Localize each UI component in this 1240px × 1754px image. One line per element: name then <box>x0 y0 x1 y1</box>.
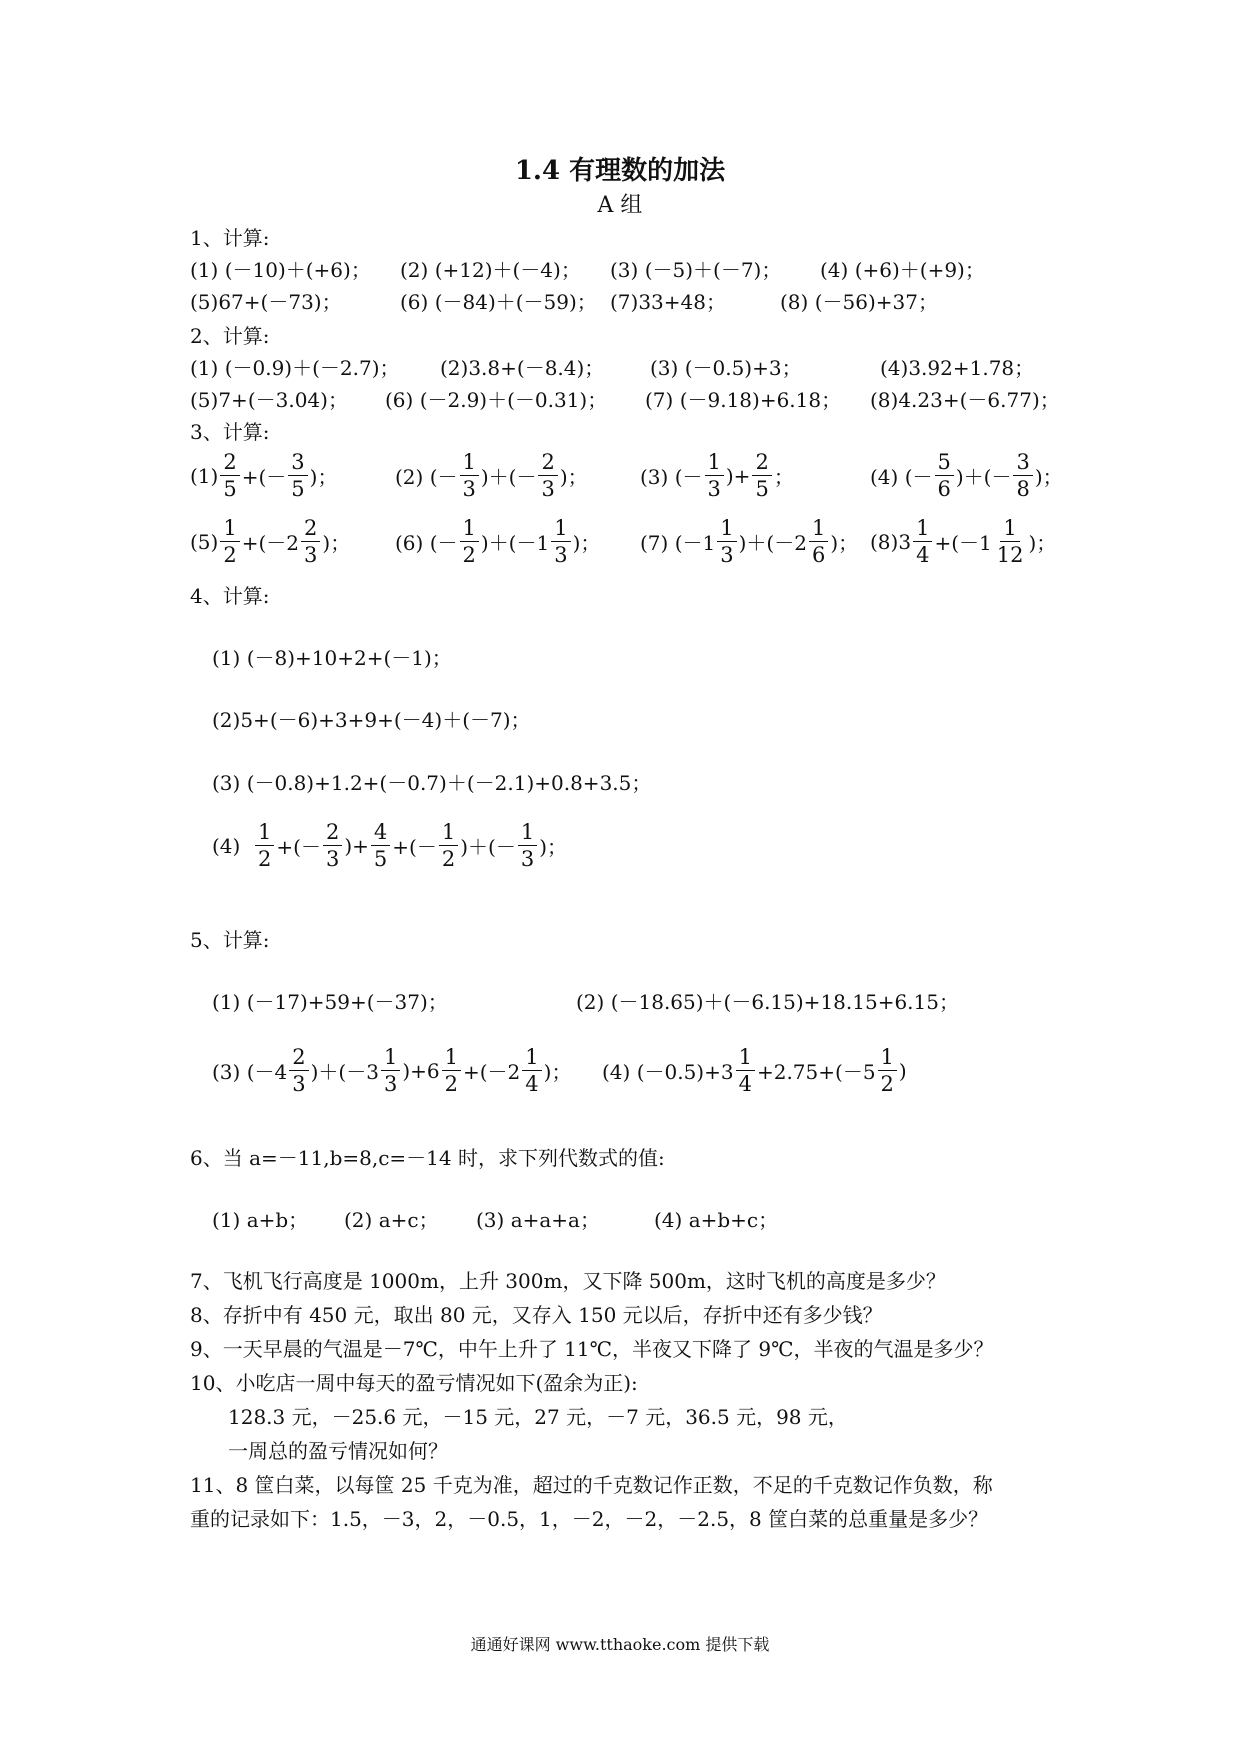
fraction <box>994 516 1027 567</box>
expr-text: )； <box>309 465 338 490</box>
fraction-denominator: 3 <box>541 477 555 502</box>
fraction <box>460 516 479 567</box>
question-7: 7、飞机飞行高度是 1000m，上升 300m，又下降 500m，这时飞机的高度是多少？ <box>190 1269 946 1293</box>
fraction <box>551 516 570 567</box>
q2-item-4: (4)3.92+1.78； <box>880 356 1035 380</box>
fraction-numerator: 2 <box>752 450 771 476</box>
expr-text: )； <box>1034 465 1063 490</box>
fraction-numerator: 1 <box>442 1045 461 1071</box>
fraction <box>381 1045 400 1096</box>
question-1-row-1 <box>190 254 1070 283</box>
fraction <box>371 820 390 871</box>
q4-item-4-expr <box>212 820 567 871</box>
fraction-denominator: 4 <box>525 1072 539 1097</box>
expr-text: (5) <box>190 529 219 554</box>
fraction-numerator: 2 <box>301 516 320 542</box>
fraction-numerator: 5 <box>935 450 954 476</box>
fraction <box>935 450 954 501</box>
fraction-numerator: 1 <box>439 820 458 846</box>
fraction-numerator: 1 <box>878 1045 897 1071</box>
fraction <box>439 820 458 871</box>
fraction-numerator: 1 <box>460 450 479 476</box>
expr-text: (4) <box>212 833 254 858</box>
fraction-numerator: 2 <box>538 450 557 476</box>
fraction-denominator: 5 <box>373 847 388 872</box>
q3-item-7 <box>640 516 870 567</box>
q4-item-2: (2)5+(－6)+3+9+(－4)＋(－7)； <box>212 708 531 732</box>
q6-item-4: (4) a+b+c； <box>654 1208 779 1232</box>
expr-text: )＋(－ <box>460 835 516 860</box>
expr-text: )＋(－3 <box>310 1060 379 1085</box>
fraction-denominator: 5 <box>223 477 237 502</box>
expr-text: +(－2 <box>241 531 300 556</box>
fraction <box>705 450 724 501</box>
expr-text: (4) (－ <box>870 465 933 490</box>
fraction-denominator: 2 <box>223 543 237 568</box>
q2-item-6: (6) (－2.9)＋(－0.31)； <box>385 388 608 412</box>
fraction-numerator: 1 <box>1000 516 1019 542</box>
fraction-denominator: 3 <box>554 543 568 568</box>
fraction-denominator: 5 <box>755 477 769 502</box>
fraction <box>717 516 736 567</box>
q1-item-8: (8) (－56)+37； <box>780 290 938 314</box>
fraction <box>442 1045 461 1096</box>
fraction-numerator: 1 <box>551 516 570 542</box>
q1-item-2: (2) (+12)＋(－4)； <box>400 258 581 282</box>
fraction-numerator: 1 <box>460 516 479 542</box>
question-1-label: 1、计算: <box>190 226 270 250</box>
q4-item-3: (3) (－0.8)+1.2+(－0.7)＋(－2.1)+0.8+3.5； <box>212 771 652 795</box>
q3-item-4 <box>870 450 1070 501</box>
question-5-label: 5、计算: <box>190 928 270 952</box>
q6-item-2: (2) a+c； <box>344 1208 439 1232</box>
q1-item-4: (4) (+6)＋(+9)； <box>820 258 985 282</box>
fraction-numerator: 1 <box>913 516 932 542</box>
fraction-denominator: 8 <box>1016 477 1030 502</box>
expr-text: (3) (－ <box>640 465 703 490</box>
fraction-denominator: 3 <box>383 1072 398 1097</box>
question-11-line-1: 11、8 筐白菜，以每筐 25 千克为准，超过的千克数记作正数，不足的千克数记作负数，称 <box>190 1473 993 1497</box>
fraction <box>522 1045 541 1096</box>
q4-item-1: (1) (－8)+10+2+(－1)； <box>212 646 452 670</box>
question-2-row-1 <box>190 352 1070 381</box>
expr-text: )+ <box>344 833 369 858</box>
q2-item-1: (1) (－0.9)＋(－2.7)； <box>190 356 400 380</box>
fraction <box>913 516 932 567</box>
fraction <box>518 820 537 871</box>
fraction <box>538 450 557 501</box>
fraction-denominator: 2 <box>444 1072 458 1097</box>
fraction-denominator: 6 <box>811 543 826 568</box>
fraction <box>301 516 320 567</box>
expr-text: )＋(－ <box>480 465 537 490</box>
q2-item-7: (7) (－9.18)+6.18； <box>645 388 842 412</box>
fraction <box>878 1045 897 1096</box>
fraction-denominator: 2 <box>880 1072 894 1097</box>
fraction-denominator: 4 <box>738 1072 752 1097</box>
question-3-row-1 <box>190 450 1070 501</box>
expr-text: +(－ <box>276 835 321 860</box>
fraction-numerator: 1 <box>736 1045 755 1071</box>
question-10-label: 10、小吃店一周中每天的盈亏情况如下(盈余为正): <box>190 1371 638 1395</box>
fraction-numerator: 2 <box>323 820 342 846</box>
fraction-denominator: 5 <box>291 477 305 502</box>
question-5-row-2 <box>212 1045 1092 1096</box>
question-11-line-2: 重的记录如下：1.5，－3，2，－0.5，1，－2，－2，－2.5，8 筐白菜的总重量是多少？ <box>190 1507 989 1531</box>
q3-item-8 <box>870 516 1070 567</box>
q2-item-8: (8)4.23+(－6.77)； <box>870 388 1060 412</box>
fraction-denominator: 3 <box>304 543 318 568</box>
q1-item-6: (6) (－84)＋(－59)； <box>400 290 597 314</box>
footer-source: 通通好课网 www.tthaoke.com 提供下载 <box>470 1635 770 1654</box>
question-10-values: 128.3 元，－25.6 元，－15 元，27 元，－7 元，36.5 元，98 元， <box>228 1405 848 1429</box>
expr-text: (6) (－ <box>395 531 458 556</box>
question-3-row-2 <box>190 516 1070 567</box>
fraction-numerator: 1 <box>522 1045 541 1071</box>
fraction-numerator: 1 <box>717 516 736 542</box>
expr-text: (7) (－1 <box>640 531 716 556</box>
fraction <box>220 450 239 501</box>
expr-text: +(－ <box>392 835 437 860</box>
fraction-numerator: 4 <box>371 820 390 846</box>
expr-text: )； <box>572 531 601 556</box>
question-9: 9、一天早晨的气温是－7℃，中午上升了 11℃，半夜又下降了 9℃，半夜的气温是多少？ <box>190 1337 994 1361</box>
q6-item-3: (3) a+a+a； <box>476 1208 600 1232</box>
fraction-numerator: 2 <box>220 450 239 476</box>
q5-item-4 <box>602 1045 907 1096</box>
question-5-row-1 <box>212 986 1092 1015</box>
question-1-row-2 <box>190 286 1070 315</box>
fraction-denominator: 4 <box>916 543 930 568</box>
expr-text: (2) (－ <box>395 465 458 490</box>
question-10-question: 一周总的盈亏情况如何？ <box>228 1439 448 1463</box>
question-2-row-2 <box>190 384 1070 413</box>
fraction-numerator: 1 <box>705 450 724 476</box>
fraction-numerator: 1 <box>518 820 537 846</box>
fraction <box>323 820 342 871</box>
fraction <box>809 516 828 567</box>
fraction-denominator: 3 <box>520 847 535 872</box>
expr-text: )； <box>539 835 568 860</box>
q2-item-3: (3) (－0.5)+3； <box>650 356 802 380</box>
q3-item-2 <box>395 450 640 501</box>
q2-item-5: (5)7+(－3.04)； <box>190 388 348 412</box>
expr-text: +(－2 <box>462 1060 521 1085</box>
q2-item-2: (2)3.8+(－8.4)； <box>440 356 605 380</box>
expr-text: )； <box>322 531 351 556</box>
q4-item-4 <box>212 820 1092 871</box>
fraction <box>1013 450 1032 501</box>
fraction <box>220 516 239 567</box>
expr-text: )+6 <box>402 1058 440 1083</box>
fraction-denominator: 6 <box>937 477 951 502</box>
group-label: A 组 <box>597 193 643 218</box>
q1-item-3: (3) (－5)＋(－7)； <box>610 258 782 282</box>
fraction-numerator: 3 <box>1013 450 1032 476</box>
q3-item-5 <box>190 516 395 567</box>
expr-text: (8)3 <box>870 529 912 554</box>
expr-text: )＋(－2 <box>738 531 807 556</box>
fraction-denominator: 3 <box>292 1072 306 1097</box>
fraction <box>288 450 307 501</box>
fraction-denominator: 3 <box>325 847 340 872</box>
q6-item-1: (1) a+b； <box>212 1208 309 1232</box>
q5-item-3 <box>212 1045 602 1096</box>
fraction-numerator: 3 <box>288 450 307 476</box>
question-6-row <box>212 1204 1092 1233</box>
fraction <box>289 1045 308 1096</box>
q3-item-6 <box>395 516 640 567</box>
fraction-denominator: 2 <box>258 847 272 872</box>
fraction-numerator: 1 <box>809 516 828 542</box>
expr-text: +2.75+(－5 <box>756 1060 876 1085</box>
q1-item-7: (7)33+48； <box>610 290 726 314</box>
q5-item-2: (2) (－18.65)＋(－6.15)+18.15+6.15； <box>576 990 959 1014</box>
expr-text: )； <box>543 1060 572 1085</box>
fraction-denominator: 2 <box>441 847 456 872</box>
expr-text: ) <box>898 1058 907 1083</box>
expr-text: +(－1 <box>934 531 992 556</box>
fraction-denominator: 12 <box>996 543 1024 568</box>
q5-item-1: (1) (－17)+59+(－37)； <box>212 990 448 1014</box>
fraction-numerator: 2 <box>289 1045 308 1071</box>
question-2-label: 2、计算: <box>190 324 270 348</box>
fraction-denominator: 3 <box>462 477 476 502</box>
expr-text: +(－ <box>241 465 287 490</box>
fraction-numerator: 1 <box>220 516 239 542</box>
q3-item-3 <box>640 450 870 501</box>
fraction-denominator: 3 <box>707 477 721 502</box>
expr-text: (4) (－0.5)+3 <box>602 1060 734 1085</box>
question-3-label: 3、计算: <box>190 420 270 444</box>
expr-text: (3) (－4 <box>212 1060 288 1085</box>
expr-text: )； <box>830 531 859 556</box>
expr-text: (1) <box>190 463 219 488</box>
question-8: 8、存折中有 450 元，取出 80 元，又存入 150 元以后，存折中还有多少钱？ <box>190 1303 883 1327</box>
fraction <box>752 450 771 501</box>
question-6-label: 6、当 a=－11,b=8,c=－14 时，求下列代数式的值: <box>190 1146 665 1170</box>
fraction <box>736 1045 755 1096</box>
q1-item-5: (5)67+(－73)； <box>190 290 342 314</box>
expr-text: )＋(－1 <box>480 531 550 556</box>
fraction-denominator: 2 <box>462 543 476 568</box>
expr-text: ； <box>773 465 794 490</box>
fraction-numerator: 1 <box>381 1045 400 1071</box>
page-title: 1.4 有理数的加法 <box>514 156 726 186</box>
expr-text: )+ <box>725 463 751 488</box>
fraction-denominator: 3 <box>720 543 734 568</box>
expr-text: )； <box>559 465 588 490</box>
question-4-label: 4、计算: <box>190 584 270 608</box>
q1-item-1: (1) (－10)＋(+6)； <box>190 258 371 282</box>
fraction <box>255 820 274 871</box>
fraction <box>460 450 479 501</box>
expr-text: )＋(－ <box>955 465 1012 490</box>
q3-item-1 <box>190 450 395 501</box>
expr-text: )； <box>1028 531 1057 556</box>
fraction-numerator: 1 <box>255 820 274 846</box>
